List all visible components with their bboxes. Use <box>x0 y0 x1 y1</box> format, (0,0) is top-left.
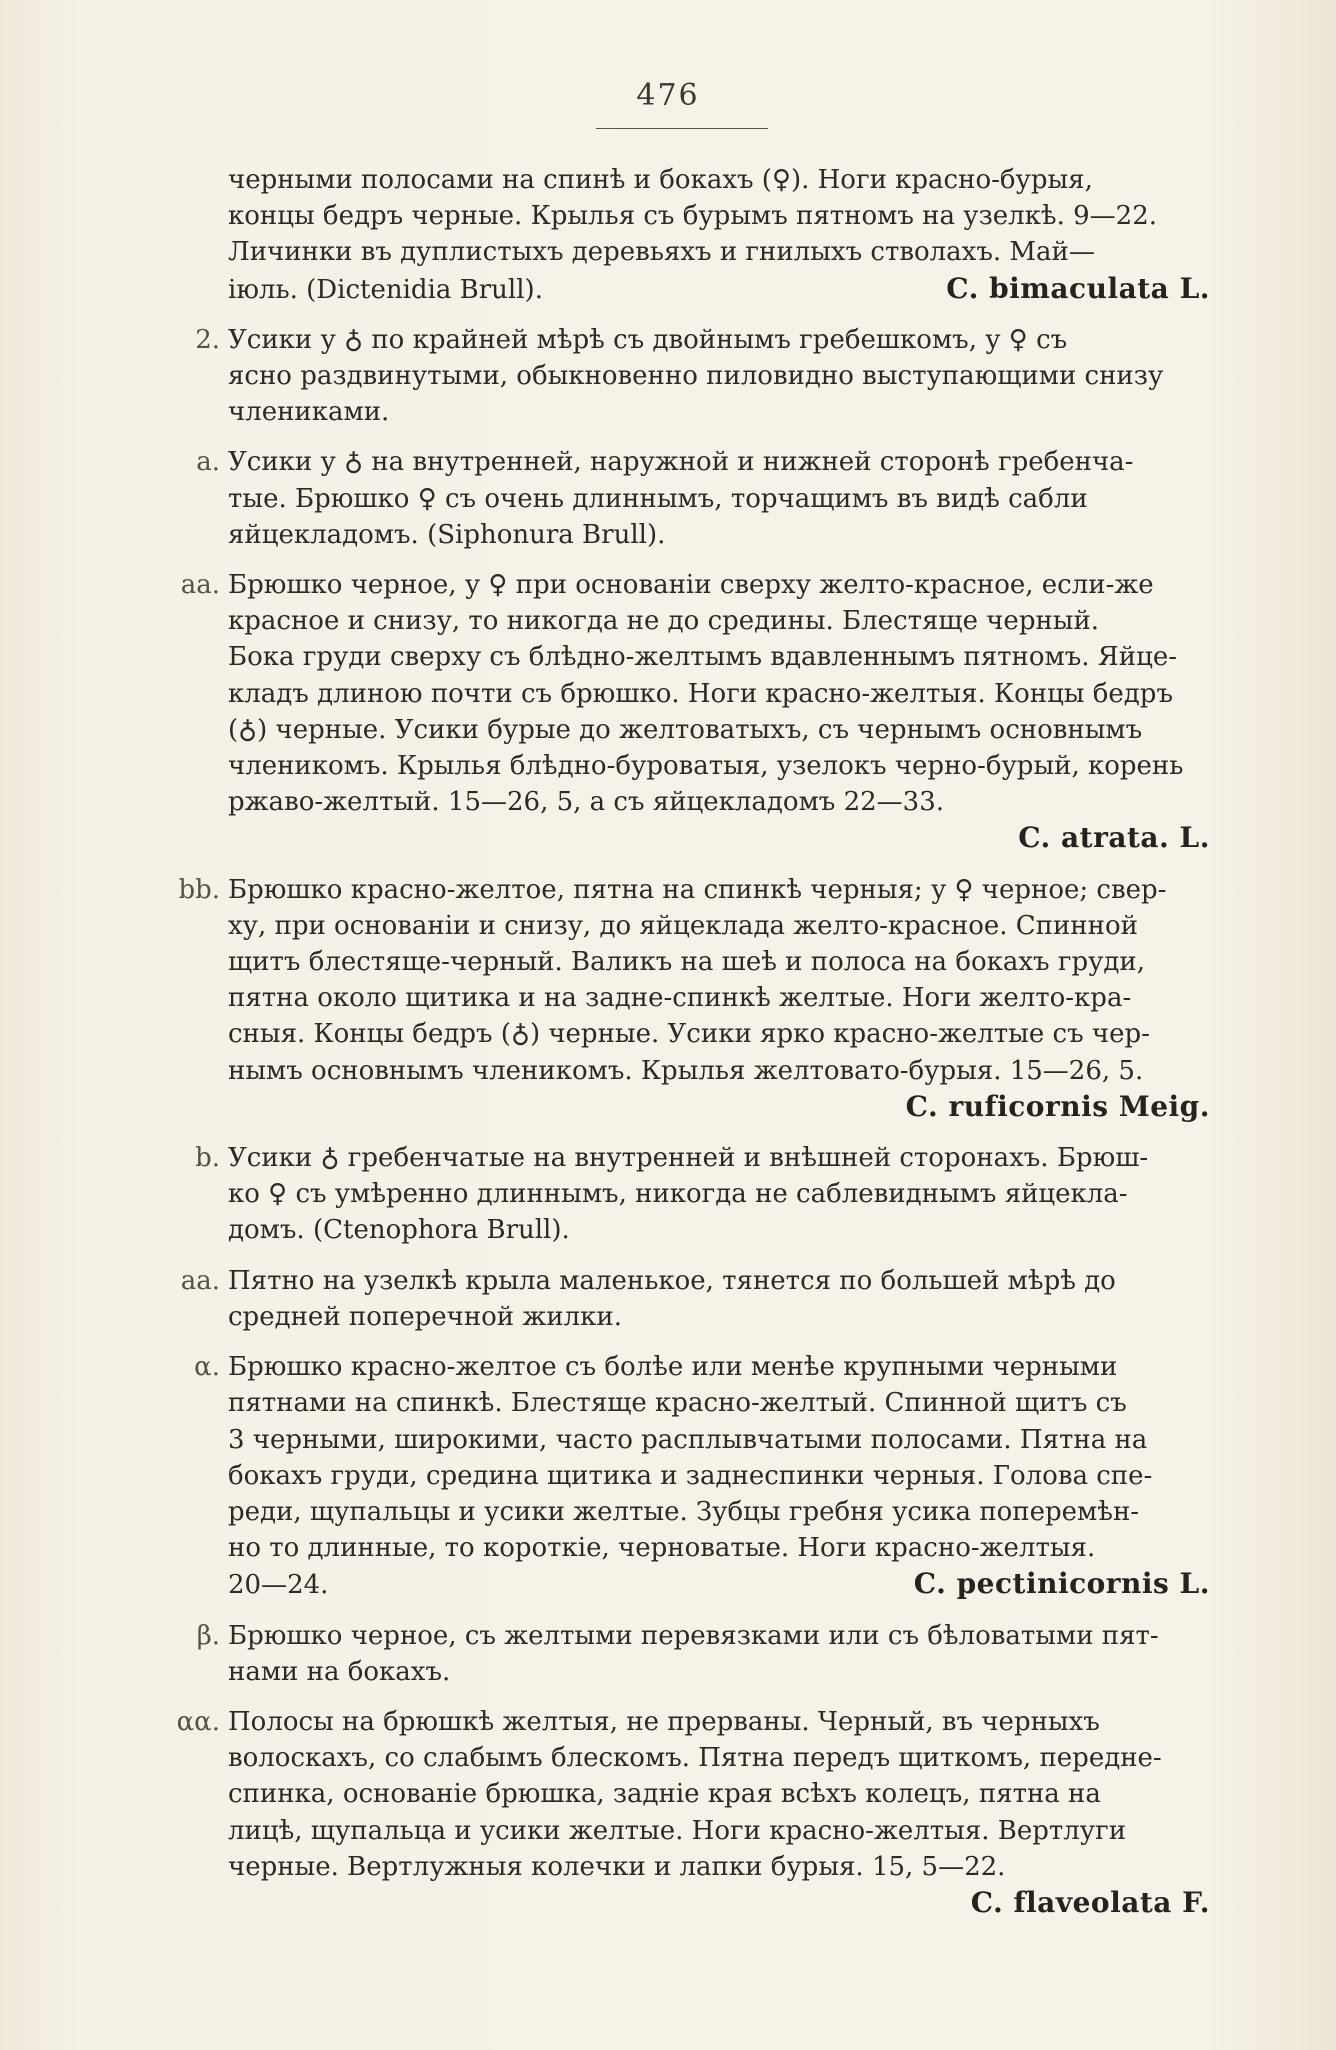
text-line: пятнами на спинкѣ. Блестяще красно-желтый. Спинной щитъ съ <box>228 1388 1127 1419</box>
entry-label: β. <box>196 1620 220 1651</box>
species-name: C. pectinicornis L. <box>913 1567 1210 1601</box>
text-line: Брюшко черное, съ желтыми перевязками или съ бѣловатыми пят- <box>228 1620 1159 1651</box>
text-line: члениками. <box>228 397 390 428</box>
page-number: 476 <box>636 78 700 113</box>
text-line: бокахъ груди, средина щитика и заднеспинки черныя. Голова спе- <box>228 1460 1153 1491</box>
text-line: красное и снизу, то никогда не до средины. Блестяще черный. <box>228 606 1100 637</box>
entry-label: αα. <box>176 1706 220 1737</box>
species-name: C. bimaculata L. <box>946 271 1210 305</box>
species-name: C. flaveolata F. <box>970 1885 1210 1919</box>
entry-label: a. <box>196 447 220 478</box>
text-line: черными полосами на спинѣ и бокахъ (♀). Ноги красно-бурыя, <box>228 165 1093 195</box>
text-line: Полосы на брюшкѣ желтыя, не прерваны. Черный, въ черныхъ <box>228 1706 1100 1737</box>
text-line: членикомъ. Крылья блѣдно-буроватыя, узелокъ черно-бурый, корень <box>228 751 1184 782</box>
text-line: спинка, основаніе брюшка, задніе края всѣхъ колецъ, пятна на <box>228 1779 1101 1810</box>
text-line: Брюшко красно-желтое съ болѣе или менѣе крупными черными <box>228 1352 1118 1383</box>
text-line: пятна около щитика и на задне-спинкѣ желтые. Ноги желто-кра- <box>228 983 1132 1014</box>
key-entry-alpha <box>150 1349 1210 1603</box>
species-line <box>228 820 1210 857</box>
text-line: черные. Вертлужныя колечки и лапки бурыя. 15, 5—22. <box>228 1851 1006 1882</box>
text-line: концы бедръ черные. Крылья съ бурымъ пятномъ на узелкѣ. 9—22. <box>228 201 1158 232</box>
key-entry-alpha-alpha <box>150 1704 1210 1922</box>
text-line: Усики у ♁ на внутренней, наружной и нижней сторонѣ гребенча- <box>228 447 1134 478</box>
text-line: ржаво-желтый. 15—26, 5, а съ яйцекладомъ 22—33. <box>228 787 945 818</box>
entry-label: α. <box>194 1352 220 1383</box>
text-line: сныя. Концы бедръ (♁) черные. Усики ярко красно-желтые съ чер- <box>228 1019 1150 1050</box>
species-name: C. ruficornis Meig. <box>905 1089 1210 1123</box>
key-entry-continuation <box>150 162 1210 308</box>
key-entry-aa-2 <box>150 1263 1210 1335</box>
text-line: Личинки въ дуплистыхъ деревьяхъ и гнилыхъ стволахъ. Май— <box>228 237 1095 268</box>
text-line: 3 черными, широкими, часто расплывчатыми полосами. Пятна на <box>228 1424 1148 1455</box>
text-line: (♁) черные. Усики бурые до желтоватыхъ, съ чернымъ основнымъ <box>228 714 1143 745</box>
text-line: Брюшко красно-желтое, пятна на спинкѣ черныя; у ♀ черное; свер- <box>228 874 1167 905</box>
key-entry-2 <box>150 322 1210 431</box>
text-line: ко ♀ съ умѣренно длиннымъ, никогда не саблевиднымъ яйцекла- <box>228 1179 1128 1210</box>
key-entry-a <box>150 444 1210 553</box>
text-line: ясно раздвинутыми, обыкновенно пиловидно выступающими снизу <box>228 361 1164 392</box>
text-line: Усики ♁ гребенчатые на внутренней и внѣшней сторонахъ. Брюш- <box>228 1143 1149 1174</box>
text-line: лицѣ, щупальца и усики желтые. Ноги красно-желтыя. Вертлуги <box>228 1815 1127 1846</box>
species-line <box>228 1566 1210 1603</box>
text-line: тые. Брюшко ♀ съ очень длиннымъ, торчащимъ въ видѣ сабли <box>228 483 1088 514</box>
text-line: нами на бокахъ. <box>228 1656 451 1687</box>
text-line: кладъ длиною почти съ брюшко. Ноги красно-желтыя. Концы бедръ <box>228 678 1173 709</box>
text-line: щитъ блестяще-черный. Валикъ на шеѣ и полоса на бокахъ груди, <box>228 947 1146 978</box>
text-line: Пятно на узелкѣ крыла маленькое, тянется по большей мѣрѣ до <box>228 1265 1116 1296</box>
text-line: нымъ основнымъ членикомъ. Крылья желтовато-бурыя. 15—26, 5. <box>228 1055 1144 1086</box>
species-name: C. atrata. L. <box>1018 821 1210 855</box>
species-line <box>228 1089 1210 1126</box>
key-entry-aa <box>150 567 1210 858</box>
key-entry-beta <box>150 1618 1210 1690</box>
entry-label: 2. <box>195 324 220 355</box>
text-line: Усики у ♁ по крайней мѣрѣ съ двойнымъ гребешкомъ, у ♀ съ <box>228 324 1068 355</box>
text-line: ху, при основаніи и снизу, до яйцеклада желто-красное. Спинной <box>228 910 1138 941</box>
text-line: 20—24. <box>228 1570 329 1601</box>
key-entry-b <box>150 1140 1210 1249</box>
text-line: реди, щупальцы и усики желтые. Зубцы гребня усика поперемѣн- <box>228 1496 1140 1527</box>
text-line: средней поперечной жилки. <box>228 1301 623 1332</box>
entry-label: b. <box>195 1143 220 1174</box>
key-entry-bb <box>150 872 1210 1126</box>
text-line: іюль. (Dictenidia Brull). <box>228 274 543 305</box>
header-rule <box>596 128 768 129</box>
entry-label: aa. <box>180 570 220 601</box>
page-body <box>150 162 1210 1922</box>
text-line: Брюшко черное, у ♀ при основаніи сверху желто-красное, если-же <box>228 570 1154 601</box>
text-line: Бока груди сверху съ блѣдно-желтымъ вдавленнымъ пятномъ. Яйце- <box>228 642 1177 673</box>
text-line: волоскахъ, со слабымъ блескомъ. Пятна передъ щиткомъ, передне- <box>228 1743 1162 1774</box>
entry-label: aa. <box>180 1265 220 1296</box>
text-line: но то длинные, то короткіе, черноватые. Ноги красно-желтыя. <box>228 1533 1096 1564</box>
text-line: яйцекладомъ. (Siphonura Brull). <box>228 519 666 550</box>
entry-label: bb. <box>178 874 220 905</box>
text-line: домъ. (Ctenophora Brull). <box>228 1215 570 1246</box>
species-line <box>228 1885 1210 1922</box>
species-line <box>228 271 1210 308</box>
